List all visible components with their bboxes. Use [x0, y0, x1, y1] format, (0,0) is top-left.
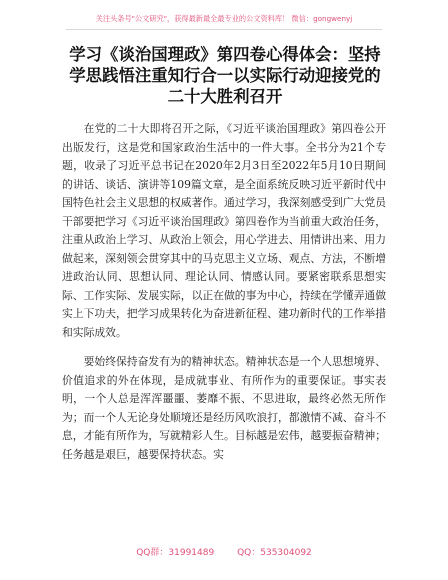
document-body	[62, 120, 386, 475]
footer-qq: QQ：535304092	[237, 548, 312, 558]
paragraph: 要始终保持奋发有为的精神状态。精神状态是一个人思想境界、价值追求的外在体现，是成就事业、有所作为的重要保证。事实表明，一个人总是浑浑噩噩、萎靡不振、不思进取，最终必然无所作为；而一个人无论身处顺境还是经历风吹浪打，都激情不减、奋斗不息，才能有所作为，写就精彩人生。目标越是宏伟，越要振奋精神；任务越是艰巨，越要保持状态。实	[62, 355, 386, 461]
footer-qq-group: QQ群：31991489	[136, 548, 215, 558]
paragraph: 在党的二十大即将召开之际，《习近平谈治国理政》第四卷公开出版发行，这是党和国家政治生活中的一件大事。全书分为21个专题，收录了习近平总书记在2020年2月3日至2022年5月10日期间的讲话、谈话、演讲等109篇文章，是全面系统反映习近平新时代中国特色社会主义思想的权威著作。通过学习，我深刻感受到广大党员干部要把学习《习近平谈治国理政》第四卷作为当前重大政治任务，注重从政治上学习、从政治上领会，用心学进去、用情讲出来、用力做起来，深刻领会贯穿其中的马克思主义立场、观点、方法，不断增进政治认同、思想认同、理论认同、情感认同。要紧密联系思想实际、工作实际、发展实际，以正在做的事为中心，持续在学懂弄通做实上下功夫，把学习成果转化为奋进新征程、建功新时代的工作举措和实际成效。	[62, 122, 386, 339]
header-divider	[66, 29, 382, 30]
header-banner: 关注头条号"公文研究"，获得最新最全最专业的公文资料库！ 微信：gongwenyj	[95, 14, 353, 23]
document-title: 学习《谈治国理政》第四卷心得体会：坚持学思践悟注重知行合一以实际行动迎接党的二十大胜利召开	[69, 45, 381, 106]
footer	[0, 545, 448, 558]
